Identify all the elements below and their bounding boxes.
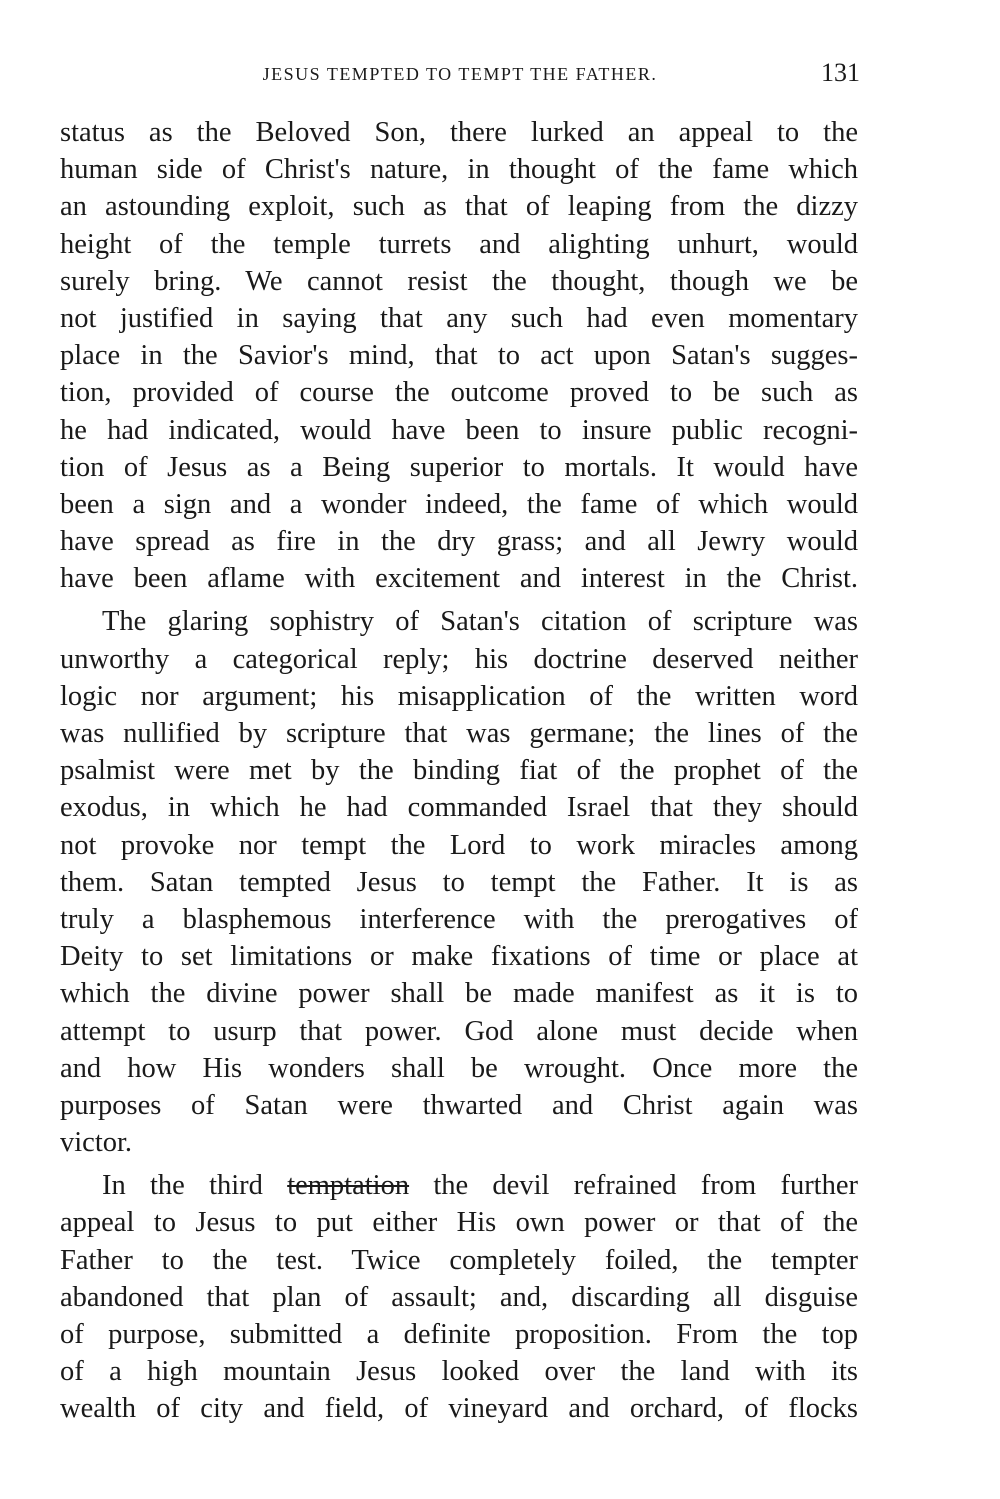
- text-line: logic nor argument; his misapplication of the written word: [60, 680, 858, 712]
- text-line: not provoke nor tempt the Lord to work miracles among: [60, 829, 858, 861]
- text-line: truly a blasphemous interference with the prerogatives of: [60, 903, 858, 935]
- text-span: In the third: [102, 1170, 288, 1202]
- text-line-with-correction: [60, 1167, 858, 1204]
- text-line: Father to the test. Twice completely foiled, the tempter: [60, 1244, 858, 1276]
- paragraph-1: [60, 114, 858, 597]
- page-number: 131: [821, 58, 860, 87]
- paragraph-2: [60, 603, 858, 1161]
- text-line: abandoned that plan of assault; and, discarding all disguise: [60, 1281, 858, 1313]
- text-line: tion, provided of course the outcome proved to be such as: [60, 377, 858, 409]
- text-line: been a sign and a wonder indeed, the fame of which would: [60, 488, 858, 520]
- text-line: which the divine power shall be made manifest as it is to: [60, 978, 858, 1010]
- text-line: exodus, in which he had commanded Israel that they should: [60, 792, 858, 824]
- text-line: The glaring sophistry of Satan's citation of scripture was: [102, 606, 858, 638]
- text-line: human side of Christ's nature, in thought of the fame which: [60, 154, 858, 186]
- text-line: he had indicated, would have been to insure public recogni-: [60, 414, 858, 446]
- body-text: [60, 114, 858, 1428]
- text-line: place in the Savior's mind, that to act upon Satan's sugges-: [60, 340, 858, 372]
- running-head: [60, 58, 860, 92]
- text-line: height of the temple turrets and alighting unhurt, would: [60, 228, 858, 260]
- paragraph-3: [60, 1167, 858, 1427]
- text-line: them. Satan tempted Jesus to tempt the Father. It is as: [60, 866, 858, 898]
- text-line: wealth of city and field, of vineyard and orchard, of flocks: [60, 1393, 858, 1425]
- text-line: of a high mountain Jesus looked over the land with its: [60, 1356, 858, 1388]
- text-line: not justified in saying that any such had even momentary: [60, 302, 858, 334]
- text-line: purposes of Satan were thwarted and Christ again was: [60, 1089, 858, 1121]
- text-line: surely bring. We cannot resist the thought, though we be: [60, 265, 858, 297]
- text-line: was nullified by scripture that was germane; the lines of the: [60, 718, 858, 749]
- text-line: unworthy a categorical reply; his doctrine deserved neither: [60, 643, 858, 675]
- text-line: have spread as fire in the dry grass; and all Jewry would: [60, 526, 858, 558]
- text-line: have been aflame with excitement and interest in the Christ.: [60, 563, 858, 595]
- struck-word: temptation: [287, 1170, 410, 1202]
- text-line: status as the Beloved Son, there lurked an appeal to the: [60, 117, 858, 148]
- running-title: JESUS TEMPTED TO TEMPT THE FATHER.: [262, 64, 658, 84]
- text-line: and how His wonders shall be wrought. Once more the: [60, 1052, 858, 1084]
- text-line: Deity to set limitations or make fixations of time or place at: [60, 941, 858, 973]
- text-line: tion of Jesus as a Being superior to mortals. It would have: [60, 451, 858, 483]
- text-line: victor.: [60, 1127, 133, 1159]
- text-line: attempt to usurp that power. God alone must decide when: [60, 1015, 858, 1047]
- text-line: of purpose, submitted a definite proposition. From the top: [60, 1319, 858, 1350]
- text-line: psalmist were met by the binding fiat of the prophet of the: [60, 755, 858, 787]
- text-line: appeal to Jesus to put either His own power or that of the: [60, 1207, 858, 1239]
- text-span: the devil refrained from further: [409, 1170, 858, 1202]
- text-line: an astounding exploit, such as that of leaping from the dizzy: [60, 191, 858, 223]
